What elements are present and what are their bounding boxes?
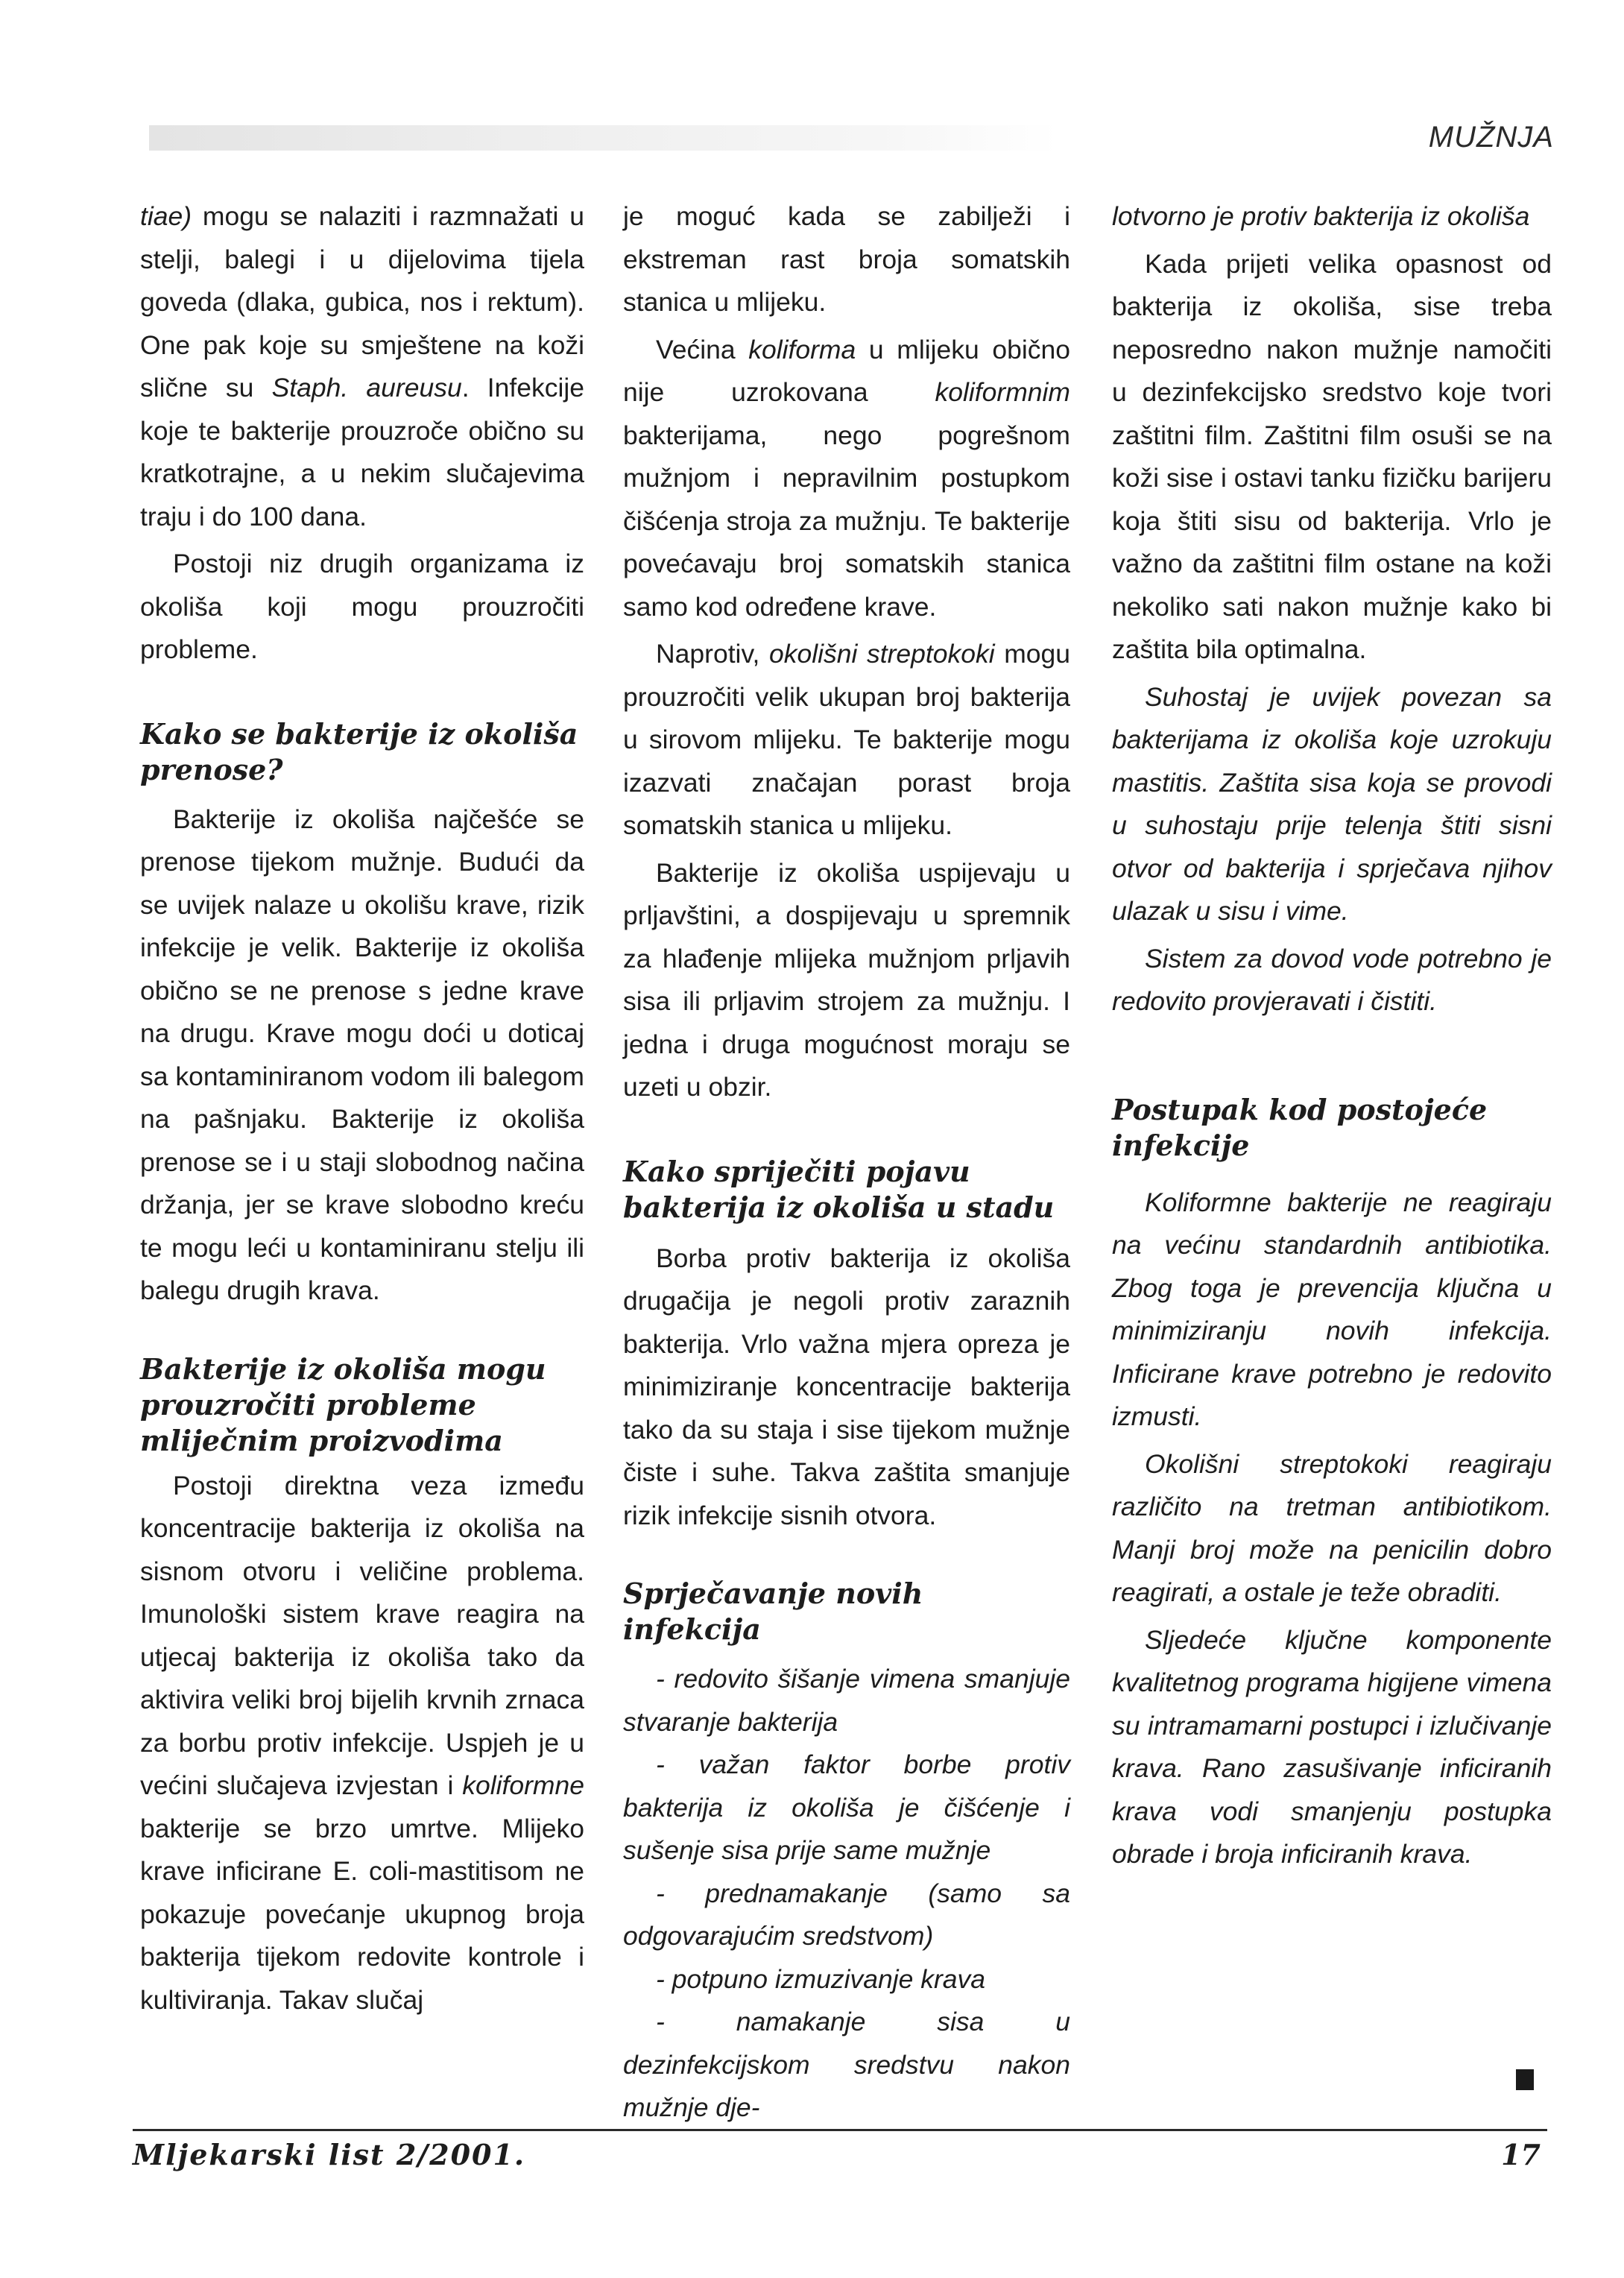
paragraph [140,195,584,538]
text-run: Naprotiv, [656,639,769,669]
section-heading: Sprječavanje novih infekcija [623,1577,923,1646]
section-heading: Postupak kod postojeće infekcije [1112,1092,1488,1162]
section-heading: Bakterije iz okoliša mogu prouzročiti probleme mliječnim proizvodima [140,1351,546,1457]
header-bar [149,125,1058,151]
paragraph: Borba protiv bakterija iz okoliša drugačija je negoli protiv zaraznih bakterija. Vrlo važna mjera opreza je minimiziranje koncentracije bakterija tako da su staja i sise tijekom mužnje čiste i suhe. Takva zaštita smanjuje rizik infekcije sisnih otvora. [623,1243,1070,1530]
column-1 [140,195,584,2022]
section-label: MUŽNJA [1428,121,1554,154]
text-run: bakterije se brzo umrtve. Mlijeko krave inficirane E. coli-mastitisom ne pokazuje povećanje ukupnog broja bakterija tijekom redovite kontrole i kultiviranja. Takav slučaj [140,1813,584,2015]
column-3 [1112,195,1552,1876]
text-run: Postoji direktna veza između koncentracije bakterija iz okoliša na sisnom otvoru i veličine problema. Imunološki sistem krave reagira na utjecaj bakterija iz okoliša tako da aktivira veliki broj bijelih krvnih zrnaca za borbu protiv infekcije. Uspjeh je u većini slučajeva izvjestan i [140,1470,584,1800]
paragraph [623,633,1070,848]
list-item: - potpuno izmuzivanje krava [656,1963,985,1994]
italic-text: koliforma [748,334,856,365]
text-run: u mlijeku obično nije uzrokovana [623,334,1070,407]
list-item: - namakanje sisa u dezinfekcijskom sredstvu nakon mužnje dje- [623,2007,1070,2122]
paragraph [623,329,1070,629]
paragraph: Postoji niz drugih organizama iz okoliša koji mogu prouzročiti probleme. [140,549,584,664]
text-run: bakterijama, nego pogrešnom mužnjom i nepravilnim postupkom čišćenja stroja za mužnju. Te bakterije povećavaju broj somatskih stanica samo kod određene krave. [623,420,1070,622]
paragraph: je moguć kada se zabilježi i ekstreman rast broja somatskih stanica u mlijeku. [623,201,1070,317]
italic-text: koliformnim [935,377,1070,407]
italic-text: Staph. aureusu [271,373,462,403]
text-run: . Infekcije koje te bakterije prouzroče obično su kratkotrajne, a u nekim slučajevima traju i do 100 dana. [140,373,584,531]
paragraph: Sistem za dovod vode potrebno je redovito provjeravati i čistiti. [1112,943,1552,1016]
italic-text: tiae) [140,201,192,231]
paragraph: Kada prijeti velika opasnost od bakterija iz okoliša, sise treba neposredno nakon mužnje namočiti u dezinfekcijsko sredstvo koje tvori zaštitni film. Zaštitni film osuši se na koži sise i ostavi tanku fizičku barijeru koja štiti sisu od bakterija. Vrlo je važno da zaštitni film ostane na koži nekoliko sati nakon mužnje kako bi zaštita bila optimalna. [1112,248,1552,664]
paragraph: Bakterije iz okoliša najčešće se prenose tijekom mužnje. Budući da se uvijek nalaze u okolišu krave, rizik infekcije je velik. Bakterije iz okoliša obično se ne prenose s jedne krave na drugu. Krave mogu doći u doticaj sa kontaminiranom vodom ili balegom na pašnjaku. Bakterije iz okoliša prenose se i u staji slobodnog načina držanja, jer se krave slobodno kreću te mogu leći u kontaminiranu stelju ili balegu drugih krava. [140,804,584,1305]
paragraph: Koliformne bakterije ne reagiraju na većinu standardnih antibiotika. Zbog toga je prevencija ključna u minimiziranju novih infekcija. Inficirane krave potrebno je redovito izmusti. [1112,1187,1552,1431]
paragraph: Okolišni streptokoki reagiraju različito na tretman antibiotikom. Manji broj može na penicilin dobro reagirati, a ostale je teže obraditi. [1112,1448,1552,1607]
paragraph: Sljedeće ključne komponente kvalitetnog programa higijene vimena su intramamarni postupci i izlučivanje krava. Rano zasušivanje inficiranih krava vodi smanjenju postupka obrade i broja inficiranih krava. [1112,1624,1552,1869]
page-number: 17 [1501,2138,1541,2171]
text-run: mogu se nalaziti i razmnažati u stelji, balegi i u dijelovima tijela goveda (dlaka, gubica, nos i rektum). One pak koje su smještene na koži slične su [140,201,584,403]
paragraph [140,1465,584,2022]
italic-text: okolišni streptokoki [769,639,995,669]
footer-journal: Mljekarski list 2/2001. [133,2138,526,2171]
list-item: - prednamakanje (samo sa odgovarajućim sredstvom) [623,1878,1070,1951]
text-run: mogu prouzročiti velik ukupan broj bakterija u sirovom mlijeku. Te bakterije mogu izazvati značajan porast broja somatskih stanica u mlijeku. [623,639,1070,840]
section-heading: Kako spriječiti pojavu bakterija iz okoliša u stadu [623,1154,1055,1224]
footer-rule [133,2129,1547,2131]
paragraph: lotvorno je protiv bakterija iz okoliša [1112,201,1530,231]
paragraph: Suhostaj je uvijek povezan sa bakterijama iz okoliša koje uzrokuju mastitis. Zaštita sisa koja se provodi u suhostaju prije telenja štiti sisni otvor od bakterija i sprječava njihov ulazak u sisu i vime. [1112,681,1552,926]
italic-text: koliformne [462,1770,584,1800]
list-item: - važan faktor borbe protiv bakterija iz okoliša je čišćenje i sušenje sisa prije same mužnje [623,1749,1070,1865]
section-heading: Kako se bakterije iz okoliša prenose? [140,716,578,786]
list-item: - redovito šišanje vimena smanjuje stvaranje bakterija [623,1664,1070,1737]
paragraph: Bakterije iz okoliša uspijevaju u prljavštini, a dospijevaju u spremnik za hlađenje mlijeka mužnjom prljavih sisa ili prljavim strojem za mužnju. I jedna i druga mogućnost moraju se uzeti u obzir. [623,857,1070,1102]
text-run: Većina [656,334,749,365]
column-2 [623,195,1070,2130]
end-of-article-mark [1516,2069,1534,2090]
